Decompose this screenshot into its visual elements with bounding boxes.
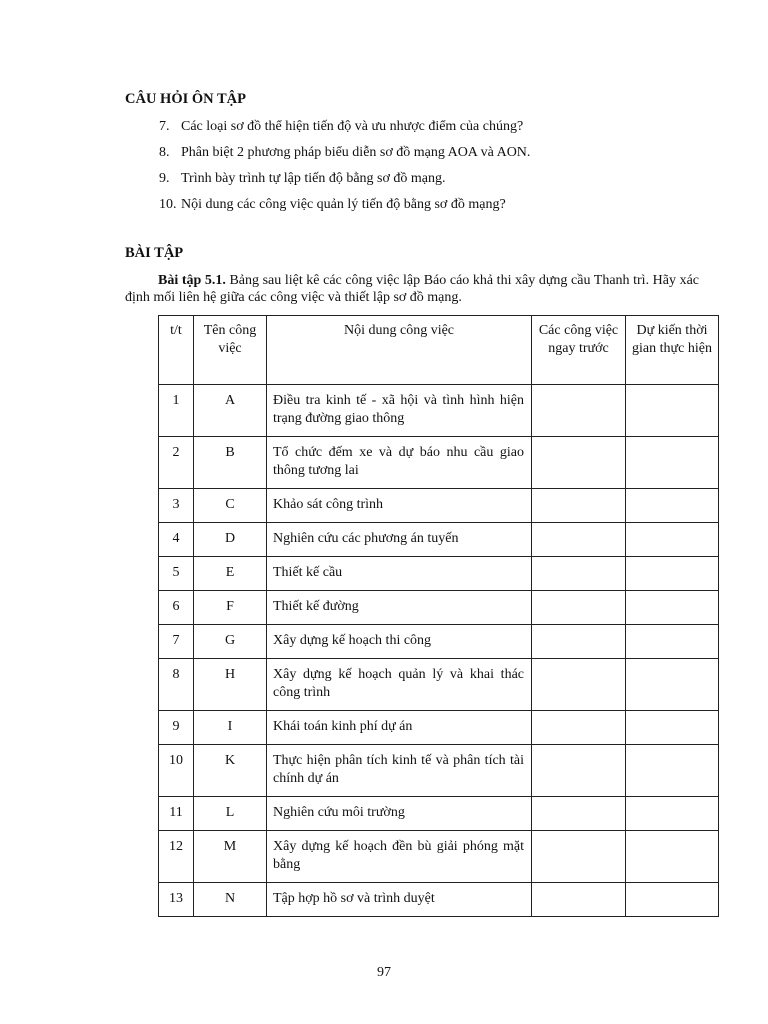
- question-text: Các loại sơ đồ thể hiện tiến độ và ưu nhược điểm của chúng?: [181, 119, 524, 134]
- table-body: [159, 385, 719, 917]
- row-duration: [626, 797, 719, 831]
- row-duration: [626, 659, 719, 711]
- row-task-code: M: [194, 831, 267, 883]
- question-item: [159, 144, 530, 170]
- row-predecessors: [532, 745, 626, 797]
- row-index: 7: [159, 625, 194, 659]
- row-predecessors: [532, 523, 626, 557]
- row-duration: [626, 523, 719, 557]
- row-task-code: H: [194, 659, 267, 711]
- row-predecessors: [532, 625, 626, 659]
- table-row: [159, 831, 719, 883]
- task-table: [158, 315, 719, 917]
- row-index: 13: [159, 883, 194, 917]
- row-duration: [626, 489, 719, 523]
- header-index: t/t: [159, 316, 194, 385]
- row-task-code: C: [194, 489, 267, 523]
- row-predecessors: [532, 437, 626, 489]
- question-number: 7.: [159, 119, 170, 134]
- table-row: [159, 745, 719, 797]
- row-index: 5: [159, 557, 194, 591]
- row-predecessors: [532, 591, 626, 625]
- question-item: [159, 170, 530, 196]
- row-index: 10: [159, 745, 194, 797]
- row-predecessors: [532, 557, 626, 591]
- row-predecessors: [532, 489, 626, 523]
- review-question-list: [159, 118, 530, 222]
- exercise-label: Bài tập 5.1.: [158, 273, 226, 288]
- table-row: [159, 711, 719, 745]
- row-index: 12: [159, 831, 194, 883]
- row-task-content: Thực hiện phân tích kinh tế và phân tích tài chính dự án: [267, 745, 532, 797]
- row-predecessors: [532, 659, 626, 711]
- table-row: [159, 523, 719, 557]
- table-row: [159, 557, 719, 591]
- row-index: 6: [159, 591, 194, 625]
- row-predecessors: [532, 797, 626, 831]
- question-item: [159, 196, 530, 222]
- row-duration: [626, 625, 719, 659]
- header-task-name: Tên công việc: [194, 316, 267, 385]
- row-task-code: F: [194, 591, 267, 625]
- row-duration: [626, 591, 719, 625]
- header-predecessors: Các công việc ngay trước: [532, 316, 626, 385]
- row-task-code: B: [194, 437, 267, 489]
- row-task-code: K: [194, 745, 267, 797]
- table-row: [159, 883, 719, 917]
- row-index: 4: [159, 523, 194, 557]
- row-duration: [626, 385, 719, 437]
- row-index: 9: [159, 711, 194, 745]
- header-duration: Dự kiến thời gian thực hiện: [626, 316, 719, 385]
- exercise-heading: BÀI TẬP: [125, 245, 184, 261]
- question-text: Nội dung các công việc quản lý tiến độ bằng sơ đồ mạng?: [181, 197, 506, 212]
- table-row: [159, 659, 719, 711]
- row-task-content: Khái toán kinh phí dự án: [267, 711, 532, 745]
- row-task-code: N: [194, 883, 267, 917]
- row-index: 1: [159, 385, 194, 437]
- table-row: [159, 489, 719, 523]
- row-predecessors: [532, 385, 626, 437]
- row-task-code: G: [194, 625, 267, 659]
- exercise-intro-text: Bảng sau liệt kê các công việc lập Báo cáo khả thi xây dựng cầu Thanh trì. Hãy xác định mối liên hệ giữa các công việc và thiết lập sơ đồ mạng.: [125, 273, 699, 305]
- row-task-content: Nghiên cứu môi trường: [267, 797, 532, 831]
- row-task-content: Thiết kế cầu: [267, 557, 532, 591]
- table-row: [159, 385, 719, 437]
- row-predecessors: [532, 883, 626, 917]
- row-index: 2: [159, 437, 194, 489]
- row-task-content: Thiết kế đường: [267, 591, 532, 625]
- row-task-content: Xây dựng kế hoạch đền bù giải phóng mặt bằng: [267, 831, 532, 883]
- page-number: 97: [377, 965, 391, 980]
- row-task-code: L: [194, 797, 267, 831]
- table-row: [159, 437, 719, 489]
- table-row: [159, 797, 719, 831]
- exercise-intro: [125, 272, 699, 306]
- question-text: Phân biệt 2 phương pháp biểu diễn sơ đồ mạng AOA và AON.: [181, 145, 531, 160]
- row-task-code: A: [194, 385, 267, 437]
- row-duration: [626, 557, 719, 591]
- row-task-content: Tổ chức đếm xe và dự báo nhu cầu giao thông tương lai: [267, 437, 532, 489]
- row-task-code: D: [194, 523, 267, 557]
- row-duration: [626, 831, 719, 883]
- header-task-content: Nội dung công việc: [267, 316, 532, 385]
- question-number: 8.: [159, 145, 170, 160]
- row-duration: [626, 745, 719, 797]
- question-number: 9.: [159, 171, 170, 186]
- row-predecessors: [532, 711, 626, 745]
- review-questions-heading: CÂU HỎI ÔN TẬP: [125, 91, 246, 107]
- row-task-content: Xây dựng kế hoạch quản lý và khai thác công trình: [267, 659, 532, 711]
- row-task-code: E: [194, 557, 267, 591]
- row-task-content: Khảo sát công trình: [267, 489, 532, 523]
- row-index: 11: [159, 797, 194, 831]
- question-text: Trình bày trình tự lập tiến độ bằng sơ đồ mạng.: [181, 171, 446, 186]
- row-index: 8: [159, 659, 194, 711]
- table-header-row: [159, 316, 719, 385]
- row-duration: [626, 883, 719, 917]
- question-number: 10.: [159, 197, 177, 212]
- row-predecessors: [532, 831, 626, 883]
- question-item: [159, 118, 530, 144]
- row-task-code: I: [194, 711, 267, 745]
- table-row: [159, 591, 719, 625]
- row-task-content: Tập hợp hồ sơ và trình duyệt: [267, 883, 532, 917]
- table-row: [159, 625, 719, 659]
- row-task-content: Nghiên cứu các phương án tuyến: [267, 523, 532, 557]
- row-task-content: Xây dựng kế hoạch thi công: [267, 625, 532, 659]
- row-duration: [626, 711, 719, 745]
- row-task-content: Điều tra kinh tế - xã hội và tình hình hiện trạng đường giao thông: [267, 385, 532, 437]
- row-index: 3: [159, 489, 194, 523]
- row-duration: [626, 437, 719, 489]
